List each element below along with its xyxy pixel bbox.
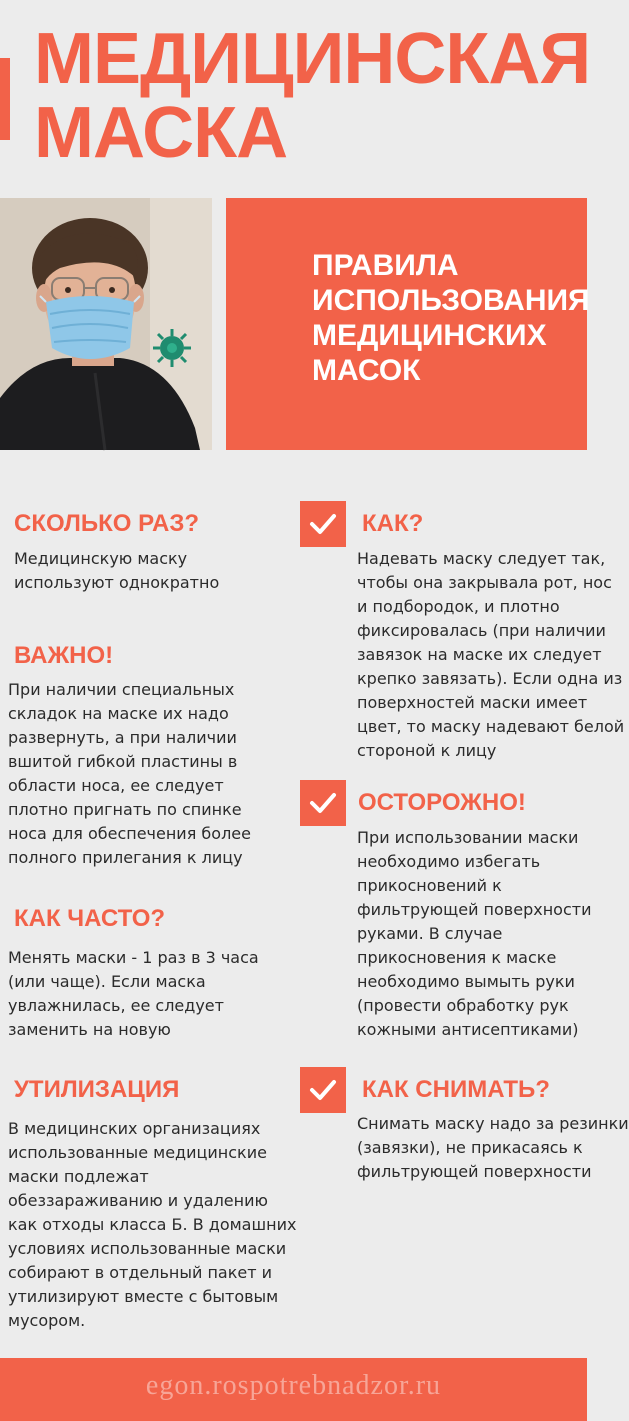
footer-bar xyxy=(0,1358,587,1421)
banner-text: ПРАВИЛА ИСПОЛЬЗОВАНИЯ МЕДИЦИНСКИХ МАСОК xyxy=(312,249,590,387)
checkmark-icon xyxy=(300,780,346,826)
header-accent-bar xyxy=(0,58,10,140)
text-skolko-raz: Медицинскую маску используют однократно xyxy=(14,549,220,592)
footer-url[interactable]: egon.rospotrebnadzor.ru xyxy=(145,1370,442,1401)
virus-icon xyxy=(153,329,191,367)
heading-vazhno: ВАЖНО! xyxy=(14,642,114,669)
photo-man-in-mask xyxy=(0,198,212,450)
heading-kak: КАК? xyxy=(362,510,424,537)
heading-skolko-raz: СКОЛЬКО РАЗ? xyxy=(14,510,200,537)
checkmark-icon xyxy=(300,1067,346,1113)
page-title xyxy=(34,19,591,173)
heading-kak-chasto: КАК ЧАСТО? xyxy=(14,905,166,932)
text-kak-chasto: Менять маски - 1 раз в 3 часа (или чаще). Если маска увлажнилась, ее следует заменить на новую xyxy=(8,948,259,1039)
rules-banner xyxy=(226,198,590,450)
text-ostorozhno: При использовании маски необходимо избегать прикосновений к фильтрующей поверхности руками. В случае прикосновения к маске необходимо вымыть руки (провести обработку рук кожными антисептиками) xyxy=(357,828,592,1039)
text-vazhno: При наличии специальных складок на маске их надо развернуть, а при наличии вшитой гибкой пластины в области носа, ее следует плотно пригнать по спинке носа для обеспечения более полного прилегания к лицу xyxy=(8,680,251,867)
checkmark-icon xyxy=(300,501,346,547)
title-line-2: МАСКА xyxy=(34,93,288,173)
text-kak-snimat: Снимать маску надо за резинки (завязки), не прикасаясь к фильтрующей поверхности xyxy=(357,1114,629,1181)
heading-kak-snimat: КАК СНИМАТЬ? xyxy=(362,1076,550,1103)
heading-ostorozhno: ОСТОРОЖНО! xyxy=(358,789,526,816)
heading-utilizaciya: УТИЛИЗАЦИЯ xyxy=(14,1076,180,1103)
text-kak: Надевать маску следует так, чтобы она закрывала рот, нос и подбородок, и плотно фиксировалась (при наличии завязок на маске их следует крепко завязать). Если одна из поверхностей маски имеет цвет, то маску надевают белой стороной к лицу xyxy=(357,549,625,760)
photo-illustration xyxy=(0,198,212,450)
title-line-1: МЕДИЦИНСКАЯ xyxy=(34,19,591,99)
text-utilizaciya: В медицинских организациях использованные медицинские маски подлежат обеззараживанию и удалению как отходы класса Б. В домашних условиях использованные маски собирают в отдельный пакет и утилизируют вместе с бытовым мусором. xyxy=(8,1119,297,1330)
